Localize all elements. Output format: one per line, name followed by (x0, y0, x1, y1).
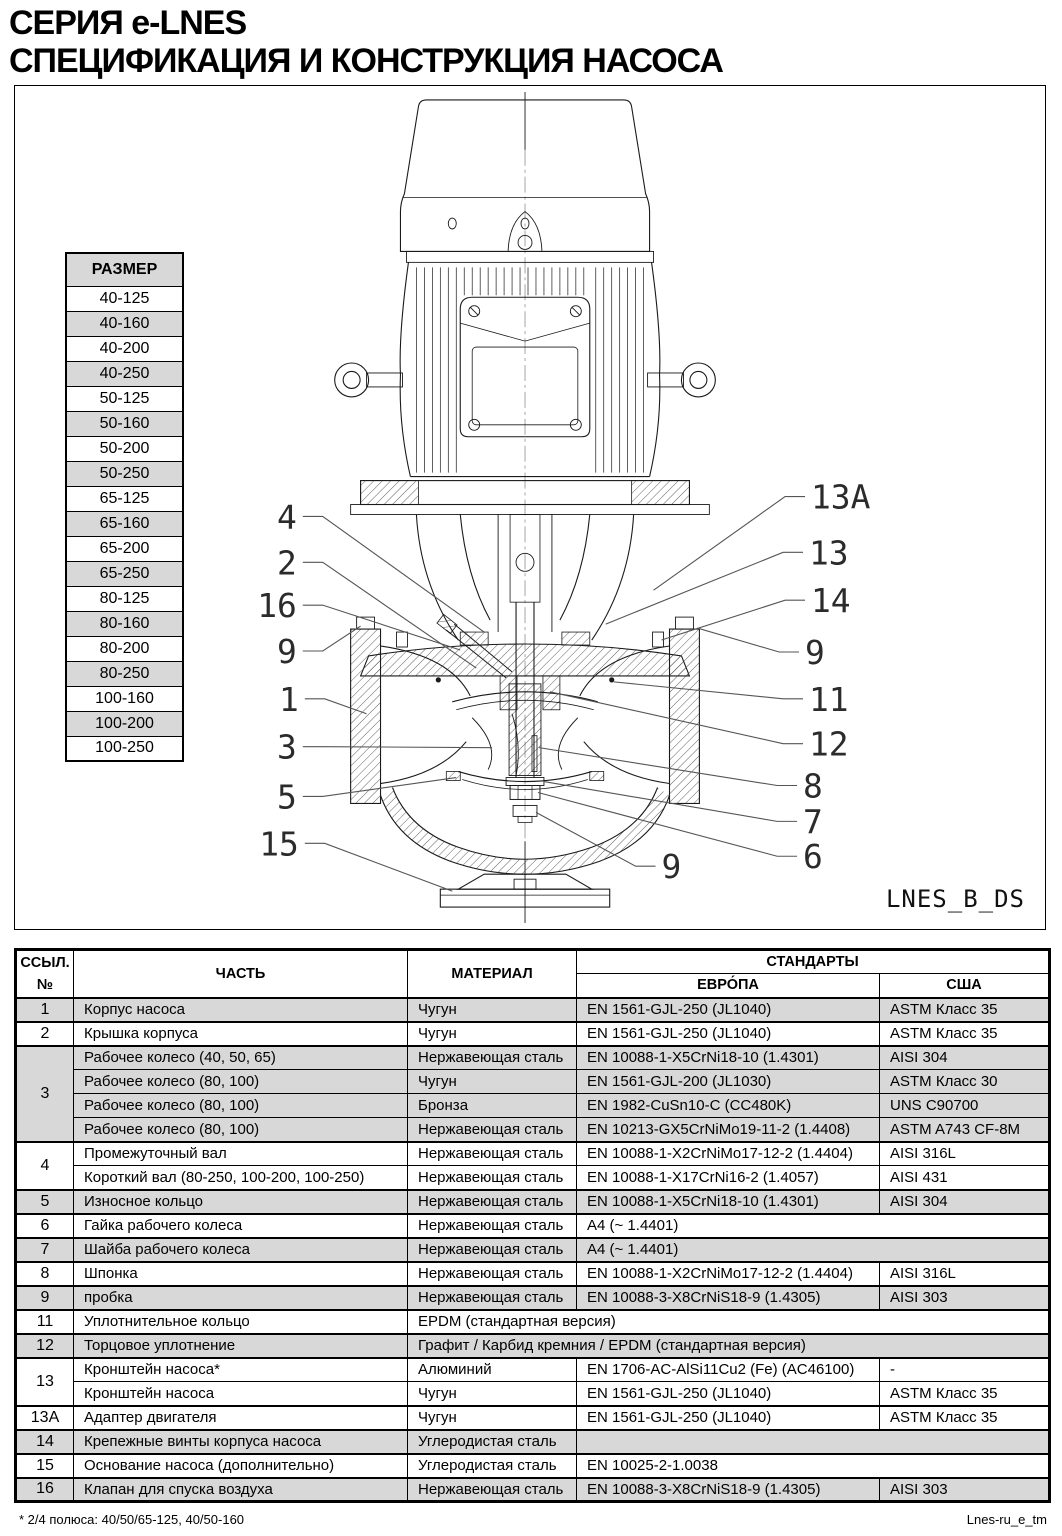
parts-row: 8 Шпонка Нержавеющая сталь EN 10088-1-X2CrNiMo17-12-2 (1.4404) AISI 316L (16, 1262, 1050, 1286)
callout-leader-3 (303, 747, 492, 748)
callout-16: 16 (257, 586, 297, 626)
size-row: 65-250 (66, 561, 183, 586)
title-line1: СЕРИЯ e-LNES (9, 4, 247, 42)
callout-7: 7 (803, 802, 823, 842)
callout-15: 15 (259, 824, 299, 864)
callout-14: 14 (811, 581, 851, 621)
size-row: 100-200 (66, 711, 183, 736)
callout-4: 4 (277, 497, 297, 537)
parts-row: 3 Рабочее колесо (40, 50, 65) Нержавеющая сталь EN 10088-1-X5CrNi18-10 (1.4301) AISI 304 (16, 1046, 1050, 1070)
callout-leader-13A (654, 497, 805, 591)
size-table (65, 252, 184, 762)
size-row: 80-160 (66, 611, 183, 636)
parts-row: Кронштейн насоса Чугун EN 1561-GJL-250 (JL1040) ASTM Класс 35 (16, 1382, 1050, 1406)
callout-9: 9 (661, 847, 682, 887)
parts-table-body (16, 998, 1050, 1502)
drawing-code-label: LNES_B_DS (885, 885, 1025, 913)
header-part: ЧАСТЬ (74, 950, 408, 998)
size-row: 50-160 (66, 411, 183, 436)
size-row: 80-250 (66, 661, 183, 686)
size-row: 65-200 (66, 536, 183, 561)
parts-row: Короткий вал (80-250, 100-200, 100-250) Нержавеющая сталь EN 10088-1-X17CrNi16-2 (1.4057) AISI 431 (16, 1166, 1050, 1190)
drawing-frame (14, 85, 1046, 930)
size-row: 50-200 (66, 436, 183, 461)
callout-leader-8 (539, 748, 797, 786)
parts-row: 14 Крепежные винты корпуса насоса Углеродистая сталь (16, 1430, 1050, 1454)
footnote: * 2/4 полюса: 40/50/65-125, 40/50-160 (19, 1512, 245, 1527)
size-table-header: РАЗМЕР (66, 253, 183, 286)
callout-8: 8 (803, 766, 823, 806)
parts-row: 13A Адаптер двигателя Чугун EN 1561-GJL-250 (JL1040) ASTM Класс 35 (16, 1406, 1050, 1430)
callout-6: 6 (803, 837, 823, 877)
size-row: 40-200 (66, 336, 183, 361)
callout-leader-11 (614, 682, 803, 699)
page-title (9, 4, 723, 80)
parts-row: 7 Шайба рабочего колеса Нержавеющая сталь A4 (~ 1.4401) (16, 1238, 1050, 1262)
size-row: 50-250 (66, 461, 183, 486)
callout-leader-9 (697, 628, 799, 652)
callout-13: 13 (809, 533, 849, 573)
callout-3: 3 (277, 727, 297, 767)
size-row: 40-160 (66, 311, 183, 336)
title-line2: СПЕЦИФИКАЦИЯ И КОНСТРУКЦИЯ НАСОСА (9, 42, 723, 80)
parts-row: Рабочее колесо (80, 100) Чугун EN 1561-GJL-200 (JL1030) ASTM Класс 30 (16, 1070, 1050, 1094)
pump-line-art (335, 92, 716, 923)
header-usa: США (880, 974, 1050, 998)
parts-row: 11 Уплотнительное кольцо EPDM (стандартная версия) (16, 1310, 1050, 1334)
callout-2: 2 (277, 543, 297, 583)
parts-row: 2 Крышка корпуса Чугун EN 1561-GJL-250 (JL1040) ASTM Класс 35 (16, 1022, 1050, 1046)
callout-leader-16 (303, 605, 460, 650)
size-row: 80-200 (66, 636, 183, 661)
header-europe: ЕВРО́ПА (577, 974, 880, 998)
parts-row: 16 Клапан для спуска воздуха Нержавеющая сталь EN 10088-3-X8CrNiS18-9 (1.4305) AISI 303 (16, 1478, 1050, 1502)
parts-row: 13 Кронштейн насоса* Алюминий EN 1706-AC-AlSi11Cu2 (Fe) (AC46100) - (16, 1358, 1050, 1382)
parts-row: Рабочее колесо (80, 100) Бронза EN 1982-CuSn10-C (CC480K) UNS C90700 (16, 1094, 1050, 1118)
parts-row: 12 Торцовое уплотнение Графит / Карбид кремния / EPDM (стандартная версия) (16, 1334, 1050, 1358)
parts-row: 5 Износное кольцо Нержавеющая сталь EN 10088-1-X5CrNi18-10 (1.4301) AISI 304 (16, 1190, 1050, 1214)
document-code: Lnes-ru_e_tm (966, 1512, 1047, 1527)
callout-5: 5 (277, 777, 297, 817)
header-ref: ССЫЛ. № (16, 950, 74, 998)
size-row: 40-125 (66, 286, 183, 311)
callout-leader-4 (303, 516, 484, 632)
size-row: 40-250 (66, 361, 183, 386)
parts-table-header (16, 950, 1050, 998)
parts-row: 1 Корпус насоса Чугун EN 1561-GJL-250 (JL1040) ASTM Класс 35 (16, 998, 1050, 1022)
parts-table (14, 948, 1051, 1503)
size-row: 80-125 (66, 586, 183, 611)
callout-11: 11 (809, 679, 849, 719)
callout-layer (257, 477, 870, 891)
callout-9: 9 (805, 632, 825, 672)
parts-row: 4 Промежуточный вал Нержавеющая сталь EN 10088-1-X2CrNiMo17-12-2 (1.4404) AISI 316L (16, 1142, 1050, 1166)
parts-row: 15 Основание насоса (дополнительно) Углеродистая сталь EN 10025-2-1.0038 (16, 1454, 1050, 1478)
parts-row: 9 пробка Нержавеющая сталь EN 10088-3-X8CrNiS18-9 (1.4305) AISI 303 (16, 1286, 1050, 1310)
size-row: 65-160 (66, 511, 183, 536)
callout-9: 9 (277, 631, 297, 671)
callout-12: 12 (809, 724, 849, 764)
header-standards: СТАНДАРТЫ (577, 950, 1050, 974)
size-row: 100-160 (66, 686, 183, 711)
callout-leader-13 (606, 552, 803, 624)
callout-1: 1 (279, 679, 299, 719)
size-row: 100-250 (66, 736, 183, 761)
size-row: 65-125 (66, 486, 183, 511)
size-table-body (66, 286, 183, 761)
callout-13A: 13A (811, 477, 871, 517)
size-row: 50-125 (66, 386, 183, 411)
header-material: МАТЕРИАЛ (408, 950, 577, 998)
parts-row: 6 Гайка рабочего колеса Нержавеющая сталь A4 (~ 1.4401) (16, 1214, 1050, 1238)
parts-row: Рабочее колесо (80, 100) Нержавеющая сталь EN 10213-GX5CrNiMo19-11-2 (1.4408) ASTM A743 CF-8M (16, 1118, 1050, 1142)
